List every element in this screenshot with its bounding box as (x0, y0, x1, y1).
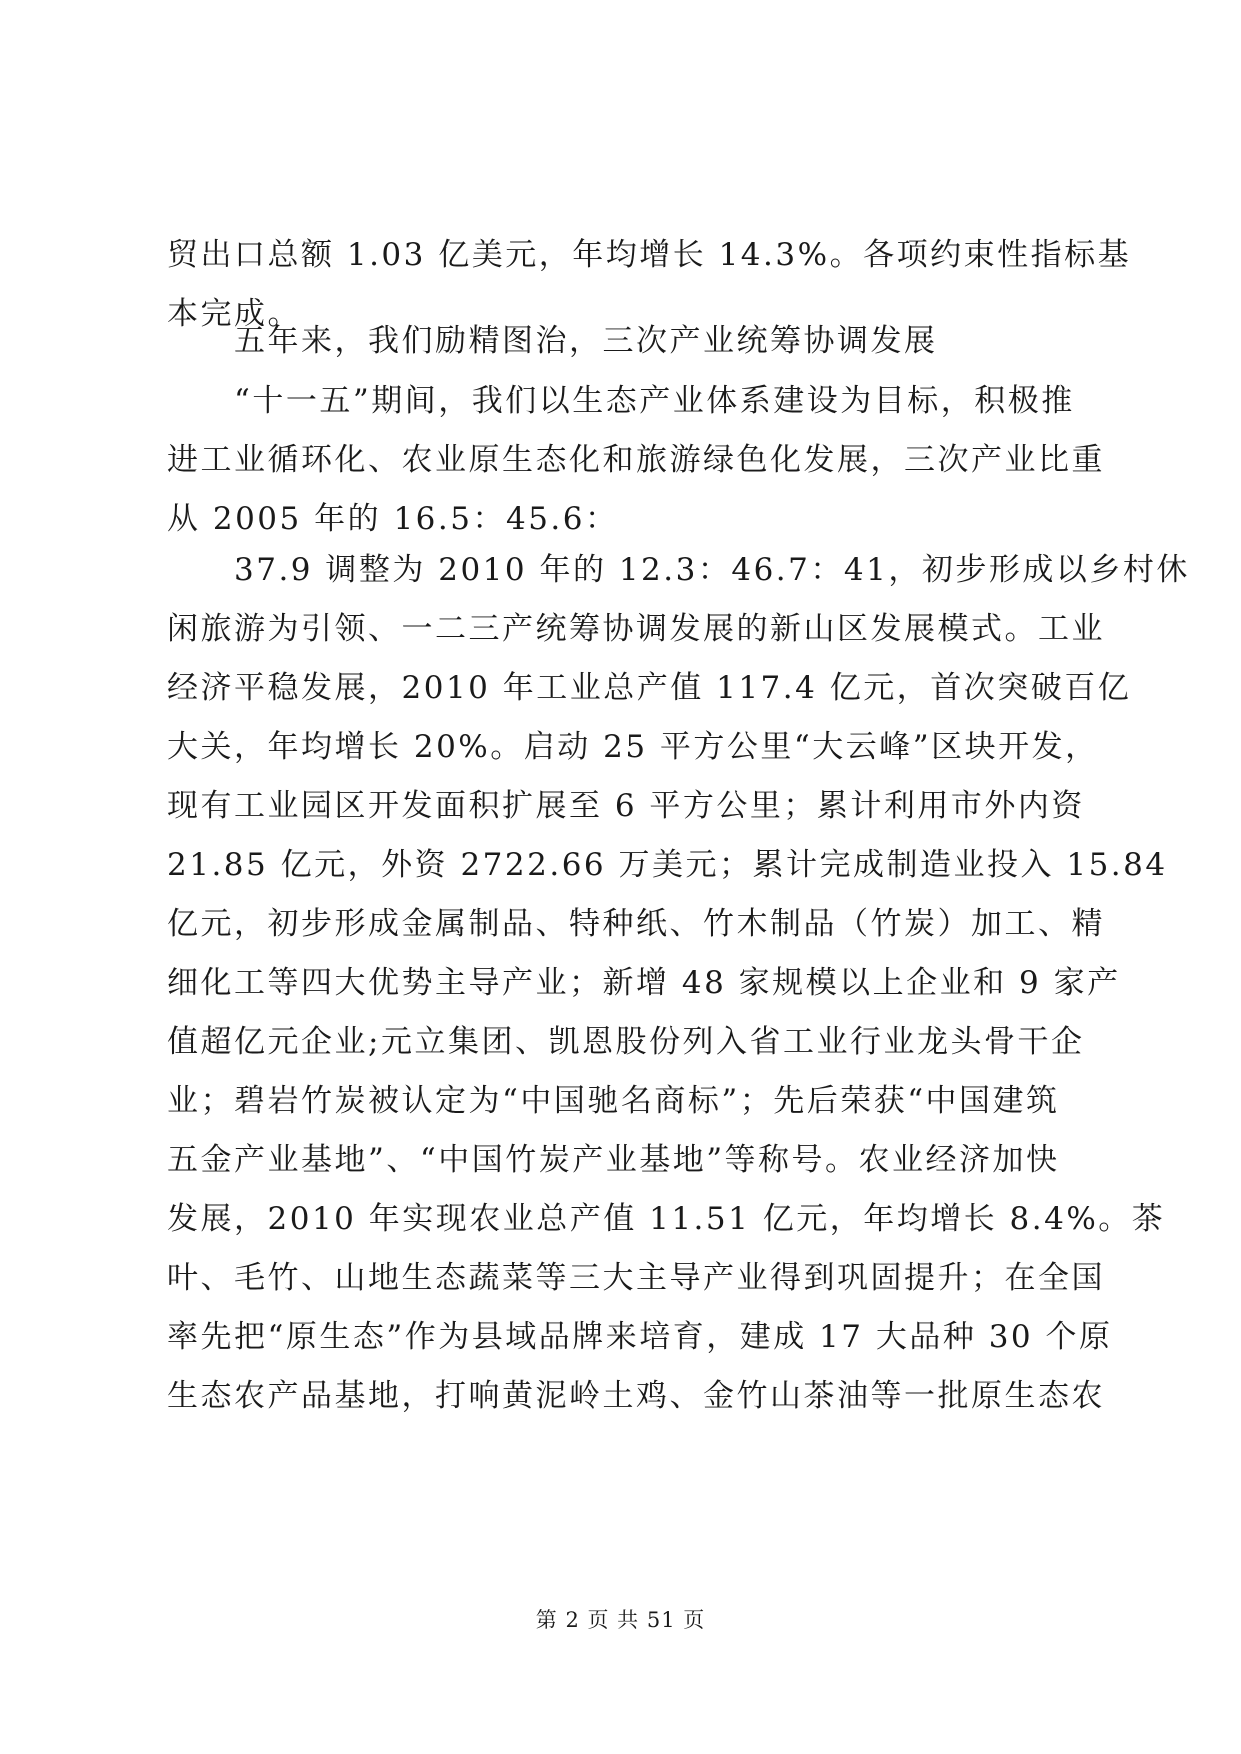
text-line: 发展，2010 年实现农业总产值 11.51 亿元，年均增长 8.4%。茶 (167, 1201, 1166, 1237)
text-line: 闲旅游为引领、一二三产统筹协调发展的新山区发展模式。工业 (167, 611, 1105, 647)
text-line: 细化工等四大优势主导产业；新增 48 家规模以上企业和 9 家产 (167, 965, 1121, 1001)
text-line: 从 2005 年的 16.5：45.6： (167, 501, 619, 537)
body-text-paragraph (167, 372, 1105, 549)
heading-line: 五年来，我们励精图治，三次产业统筹协调发展 (167, 323, 938, 359)
text-line: “十一五”期间，我们以生态产业体系建设为目标，积极推 (167, 383, 1075, 419)
text-line: 生态农产品基地，打响黄泥岭土鸡、金竹山茶油等一批原生态农 (167, 1378, 1105, 1414)
text-line: 37.9 调整为 2010 年的 12.3：46.7：41，初步形成以乡村休 (167, 552, 1190, 588)
text-line: 率先把“原生态”作为县域品牌来培育，建成 17 大品种 30 个原 (167, 1319, 1113, 1355)
body-text-main (167, 541, 1190, 1426)
page-number-footer: 第 2 页 共 51 页 (535, 1608, 706, 1632)
text-line: 进工业循环化、农业原生态化和旅游绿色化发展，三次产业比重 (167, 442, 1105, 478)
text-line: 21.85 亿元，外资 2722.66 万美元；累计完成制造业投入 15.84 (167, 847, 1168, 883)
text-line: 亿元，初步形成金属制品、特种纸、竹木制品（竹炭）加工、精 (167, 906, 1105, 942)
section-heading (167, 312, 1077, 371)
text-line: 业；碧岩竹炭被认定为“中国驰名商标”；先后荣获“中国建筑 (167, 1083, 1060, 1119)
text-line: 贸出口总额 1.03 亿美元，年均增长 14.3%。各项约束性指标基 (167, 237, 1132, 273)
text-line: 五金产业基地”、“中国竹炭产业基地”等称号。农业经济加快 (167, 1142, 1060, 1178)
text-line: 经济平稳发展，2010 年工业总产值 117.4 亿元，首次突破百亿 (167, 670, 1132, 706)
text-line: 叶、毛竹、山地生态蔬菜等三大主导产业得到巩固提升；在全国 (167, 1260, 1105, 1296)
text-line: 值超亿元企业;元立集团、凯恩股份列入省工业行业龙头骨干企 (167, 1024, 1085, 1060)
text-line: 大关，年均增长 20%。启动 25 平方公里“大云峰”区块开发， (167, 729, 1099, 765)
text-line: 现有工业园区开发面积扩展至 6 平方公里；累计利用市外内资 (167, 788, 1085, 824)
text-line: 本完成。 (167, 296, 301, 332)
